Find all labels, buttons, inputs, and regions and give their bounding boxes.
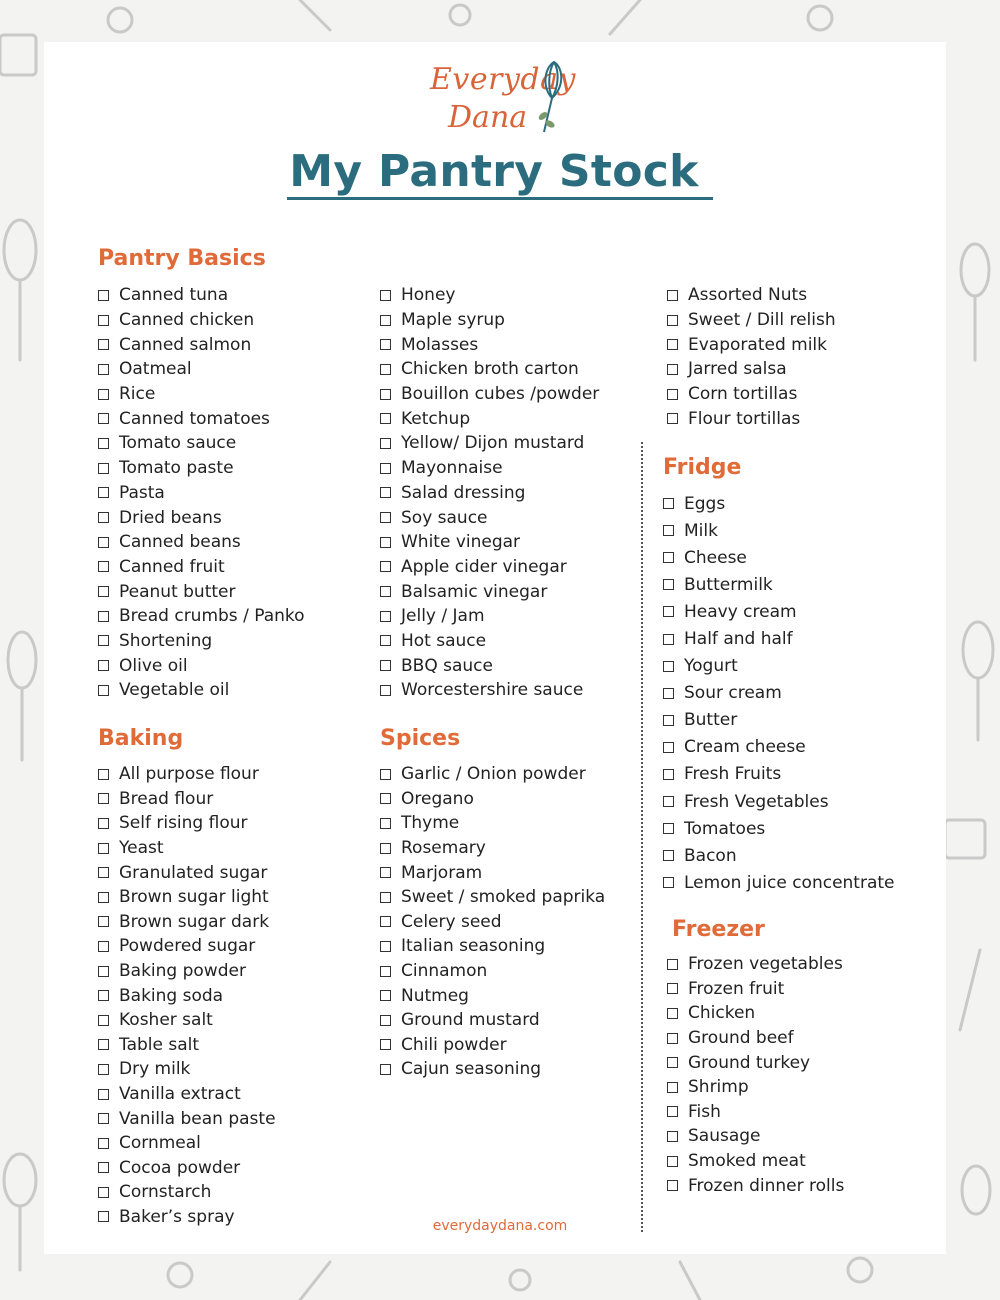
checkbox-icon[interactable] xyxy=(667,1106,678,1117)
checklist-item[interactable]: Chicken xyxy=(667,1001,844,1026)
checklist-item[interactable]: Dry milk xyxy=(98,1057,276,1082)
checkbox-icon[interactable] xyxy=(380,438,391,449)
checkbox-icon[interactable] xyxy=(663,661,674,672)
checklist-item[interactable]: Bread crumbs / Panko xyxy=(98,604,305,629)
checkbox-icon[interactable] xyxy=(98,611,109,622)
checkbox-icon[interactable] xyxy=(663,688,674,699)
checkbox-icon[interactable] xyxy=(663,525,674,536)
checkbox-icon[interactable] xyxy=(98,290,109,301)
checkbox-icon[interactable] xyxy=(380,916,391,927)
checkbox-icon[interactable] xyxy=(667,290,678,301)
logo-word-everyday: Everyday xyxy=(430,62,576,97)
checklist-item[interactable]: Chili powder xyxy=(380,1033,605,1058)
section-heading-baking: Baking xyxy=(98,726,184,751)
checkbox-icon[interactable] xyxy=(667,339,678,350)
checkbox-icon[interactable] xyxy=(380,413,391,424)
checkbox-icon[interactable] xyxy=(667,1156,678,1167)
spices-list xyxy=(380,762,605,1082)
checklist-item[interactable]: Mayonnaise xyxy=(380,456,599,481)
checklist-item[interactable]: Baking soda xyxy=(98,983,276,1008)
checkbox-icon[interactable] xyxy=(98,561,109,572)
checkbox-icon[interactable] xyxy=(663,823,674,834)
checklist-item[interactable]: Bread flour xyxy=(98,787,276,812)
checklist-item[interactable]: Sour cream xyxy=(663,680,895,707)
checkbox-icon[interactable] xyxy=(667,1033,678,1044)
checklist-item[interactable]: Table salt xyxy=(98,1033,276,1058)
checklist-item[interactable]: Shrimp xyxy=(667,1075,844,1100)
checklist-item[interactable]: Tomato paste xyxy=(98,456,305,481)
checkbox-icon[interactable] xyxy=(667,1082,678,1093)
checkbox-icon[interactable] xyxy=(380,941,391,952)
checkbox-icon[interactable] xyxy=(380,537,391,548)
checklist-item[interactable]: Assorted Nuts xyxy=(667,283,836,308)
checklist-item[interactable]: Salad dressing xyxy=(380,481,599,506)
checkbox-icon[interactable] xyxy=(98,1187,109,1198)
checkbox-icon[interactable] xyxy=(98,413,109,424)
checkbox-icon[interactable] xyxy=(667,1180,678,1191)
section-heading-pantry-basics: Pantry Basics xyxy=(98,246,266,271)
checkbox-icon[interactable] xyxy=(98,660,109,671)
checkbox-icon[interactable] xyxy=(98,364,109,375)
column-divider xyxy=(641,442,643,1232)
checklist-item[interactable]: Italian seasoning xyxy=(380,934,605,959)
checkbox-icon[interactable] xyxy=(98,487,109,498)
checklist-item[interactable]: All purpose flour xyxy=(98,762,276,787)
checkbox-icon[interactable] xyxy=(380,843,391,854)
checklist-item[interactable]: Canned tomatoes xyxy=(98,406,305,431)
checkbox-icon[interactable] xyxy=(98,512,109,523)
checklist-item[interactable]: Self rising flour xyxy=(98,811,276,836)
checklist-item[interactable]: Honey xyxy=(380,283,599,308)
checkbox-icon[interactable] xyxy=(663,850,674,861)
checklist-item[interactable]: Brown sugar light xyxy=(98,885,276,910)
checklist-item[interactable]: Worcestershire sauce xyxy=(380,678,599,703)
checkbox-icon[interactable] xyxy=(98,438,109,449)
checkbox-icon[interactable] xyxy=(380,793,391,804)
checkbox-icon[interactable] xyxy=(667,389,678,400)
page-title: My Pantry Stock xyxy=(0,146,1000,197)
checkbox-icon[interactable] xyxy=(380,1064,391,1075)
checklist-item[interactable]: Canned fruit xyxy=(98,555,305,580)
checkbox-icon[interactable] xyxy=(380,1039,391,1050)
checklist-item[interactable]: Flour tortillas xyxy=(667,406,836,431)
checklist-item[interactable]: Yogurt xyxy=(663,653,895,680)
checkbox-icon[interactable] xyxy=(98,1138,109,1149)
checklist-item[interactable]: Cocoa powder xyxy=(98,1156,276,1181)
checkbox-icon[interactable] xyxy=(98,1113,109,1124)
checklist-item[interactable]: Frozen fruit xyxy=(667,977,844,1002)
checkbox-icon[interactable] xyxy=(98,916,109,927)
checkbox-icon[interactable] xyxy=(98,315,109,326)
pantry-list-column-2 xyxy=(380,283,599,703)
checkbox-icon[interactable] xyxy=(380,586,391,597)
footer-website-link[interactable]: everydaydana.com xyxy=(432,1218,568,1234)
checklist-item[interactable]: Cream cheese xyxy=(663,734,895,761)
checklist-item[interactable]: Ketchup xyxy=(380,406,599,431)
checkbox-icon[interactable] xyxy=(380,512,391,523)
checkbox-icon[interactable] xyxy=(663,877,674,888)
checklist-item[interactable]: Vegetable oil xyxy=(98,678,305,703)
checklist-item[interactable]: Bouillon cubes /powder xyxy=(380,382,599,407)
checkbox-icon[interactable] xyxy=(98,339,109,350)
checkbox-icon[interactable] xyxy=(380,561,391,572)
checkbox-icon[interactable] xyxy=(663,715,674,726)
checklist-item[interactable]: Oregano xyxy=(380,787,605,812)
checklist-item[interactable]: Maple syrup xyxy=(380,308,599,333)
checkbox-icon[interactable] xyxy=(667,1131,678,1142)
checkbox-icon[interactable] xyxy=(380,892,391,903)
checklist-item[interactable]: Ground beef xyxy=(667,1026,844,1051)
checkbox-icon[interactable] xyxy=(663,606,674,617)
checklist-item[interactable]: Cinnamon xyxy=(380,959,605,984)
checkbox-icon[interactable] xyxy=(380,769,391,780)
checklist-item[interactable]: Lemon juice concentrate xyxy=(663,869,895,896)
checklist-item[interactable]: Shortening xyxy=(98,629,305,654)
checklist-item[interactable]: Vanilla bean paste xyxy=(98,1106,276,1131)
checklist-item[interactable]: Dried beans xyxy=(98,505,305,530)
checkbox-icon[interactable] xyxy=(98,966,109,977)
checkbox-icon[interactable] xyxy=(98,1015,109,1026)
checklist-item[interactable]: Garlic / Onion powder xyxy=(380,762,605,787)
checklist-item[interactable]: Molasses xyxy=(380,332,599,357)
checklist-item[interactable]: Vanilla extract xyxy=(98,1082,276,1107)
checklist-item[interactable]: Kosher salt xyxy=(98,1008,276,1033)
checklist-item[interactable]: White vinegar xyxy=(380,530,599,555)
checkbox-icon[interactable] xyxy=(98,941,109,952)
checkbox-icon[interactable] xyxy=(663,634,674,645)
checklist-item[interactable]: Evaporated milk xyxy=(667,332,836,357)
checklist-item[interactable]: Olive oil xyxy=(98,653,305,678)
checklist-item[interactable]: Baker’s spray xyxy=(98,1205,276,1230)
pantry-basics-list xyxy=(98,283,305,703)
checklist-item[interactable]: Rice xyxy=(98,382,305,407)
checkbox-icon[interactable] xyxy=(663,498,674,509)
checkbox-icon[interactable] xyxy=(98,586,109,597)
checkbox-icon[interactable] xyxy=(98,635,109,646)
checkbox-icon[interactable] xyxy=(98,818,109,829)
checkbox-icon[interactable] xyxy=(663,552,674,563)
checkbox-icon[interactable] xyxy=(667,959,678,970)
everyday-dana-logo xyxy=(420,58,580,148)
checkbox-icon[interactable] xyxy=(380,966,391,977)
checkbox-icon[interactable] xyxy=(98,843,109,854)
checkbox-icon[interactable] xyxy=(380,364,391,375)
checkbox-icon[interactable] xyxy=(380,660,391,671)
checkbox-icon[interactable] xyxy=(380,1015,391,1026)
checklist-item[interactable]: Celery seed xyxy=(380,910,605,935)
checkbox-icon[interactable] xyxy=(98,685,109,696)
checklist-item[interactable]: Milk xyxy=(663,517,895,544)
checkbox-icon[interactable] xyxy=(667,1057,678,1068)
checkbox-icon[interactable] xyxy=(380,339,391,350)
checkbox-icon[interactable] xyxy=(98,1039,109,1050)
checkbox-icon[interactable] xyxy=(98,1064,109,1075)
checklist-item[interactable]: Ground turkey xyxy=(667,1050,844,1075)
section-heading-freezer: Freezer xyxy=(672,917,765,942)
section-heading-fridge: Fridge xyxy=(663,455,742,480)
pantry-list-column-3 xyxy=(667,283,836,431)
checklist-item[interactable]: Hot sauce xyxy=(380,629,599,654)
checklist-item[interactable]: Granulated sugar xyxy=(98,860,276,885)
checkbox-icon[interactable] xyxy=(667,315,678,326)
checklist-item[interactable]: Frozen dinner rolls xyxy=(667,1173,844,1198)
checklist-item[interactable]: Buttermilk xyxy=(663,571,895,598)
checklist-item[interactable]: Apple cider vinegar xyxy=(380,555,599,580)
checklist-item[interactable]: Baking powder xyxy=(98,959,276,984)
checklist-item[interactable]: Marjoram xyxy=(380,860,605,885)
checklist-item[interactable]: Jarred salsa xyxy=(667,357,836,382)
checkbox-icon[interactable] xyxy=(663,742,674,753)
checklist-item[interactable]: Oatmeal xyxy=(98,357,305,382)
checkbox-icon[interactable] xyxy=(98,389,109,400)
checklist-item[interactable]: Canned salmon xyxy=(98,332,305,357)
checklist-item[interactable]: Canned beans xyxy=(98,530,305,555)
checklist-item[interactable]: Nutmeg xyxy=(380,983,605,1008)
checklist-item[interactable]: Cajun seasoning xyxy=(380,1057,605,1082)
checklist-item[interactable]: Sweet / smoked paprika xyxy=(380,885,605,910)
checklist-item[interactable]: Heavy cream xyxy=(663,598,895,625)
checklist-item[interactable]: Bacon xyxy=(663,842,895,869)
checklist-item[interactable]: Balsamic vinegar xyxy=(380,579,599,604)
checklist-item[interactable]: Tomatoes xyxy=(663,815,895,842)
checkbox-icon[interactable] xyxy=(98,990,109,1001)
checklist-item[interactable]: Cornmeal xyxy=(98,1131,276,1156)
checkbox-icon[interactable] xyxy=(667,1008,678,1019)
checklist-item[interactable]: Pasta xyxy=(98,481,305,506)
checkbox-icon[interactable] xyxy=(663,579,674,590)
checklist-item[interactable]: Yellow/ Dijon mustard xyxy=(380,431,599,456)
checkbox-icon[interactable] xyxy=(380,990,391,1001)
checklist-item[interactable]: Sausage xyxy=(667,1124,844,1149)
checkbox-icon[interactable] xyxy=(380,635,391,646)
checkbox-icon[interactable] xyxy=(663,796,674,807)
checklist-item[interactable]: Frozen vegetables xyxy=(667,952,844,977)
checkbox-icon[interactable] xyxy=(98,892,109,903)
checkbox-icon[interactable] xyxy=(98,463,109,474)
checkbox-icon[interactable] xyxy=(380,867,391,878)
checklist-item[interactable]: Soy sauce xyxy=(380,505,599,530)
checkbox-icon[interactable] xyxy=(380,463,391,474)
checkbox-icon[interactable] xyxy=(380,389,391,400)
checklist-item[interactable]: Brown sugar dark xyxy=(98,910,276,935)
checklist-item[interactable]: Thyme xyxy=(380,811,605,836)
checklist-item[interactable]: BBQ sauce xyxy=(380,653,599,678)
fridge-list xyxy=(663,490,895,896)
checklist-item[interactable]: Ground mustard xyxy=(380,1008,605,1033)
checklist-item[interactable]: Sweet / Dill relish xyxy=(667,308,836,333)
checkbox-icon[interactable] xyxy=(98,537,109,548)
checkbox-icon[interactable] xyxy=(667,983,678,994)
checkbox-icon[interactable] xyxy=(380,818,391,829)
checklist-item[interactable]: Powdered sugar xyxy=(98,934,276,959)
checkbox-icon[interactable] xyxy=(380,290,391,301)
checklist-item[interactable]: Fresh Fruits xyxy=(663,761,895,788)
checklist-item[interactable]: Butter xyxy=(663,707,895,734)
section-heading-spices: Spices xyxy=(380,726,461,751)
checkbox-icon[interactable] xyxy=(380,611,391,622)
checklist-item[interactable]: Jelly / Jam xyxy=(380,604,599,629)
checkbox-icon[interactable] xyxy=(98,769,109,780)
checklist-item[interactable]: Fish xyxy=(667,1100,844,1125)
checklist-item[interactable]: Fresh Vegetables xyxy=(663,788,895,815)
checklist-item[interactable]: Rosemary xyxy=(380,836,605,861)
checkbox-icon[interactable] xyxy=(98,867,109,878)
checklist-item[interactable]: Cheese xyxy=(663,544,895,571)
checklist-item[interactable]: Eggs xyxy=(663,490,895,517)
checklist-item[interactable]: Peanut butter xyxy=(98,579,305,604)
checklist-item[interactable]: Chicken broth carton xyxy=(380,357,599,382)
freezer-list xyxy=(667,952,844,1198)
checklist-item[interactable]: Half and half xyxy=(663,625,895,652)
baking-list xyxy=(98,762,276,1229)
checklist-item[interactable]: Corn tortillas xyxy=(667,382,836,407)
checklist-item[interactable]: Smoked meat xyxy=(667,1149,844,1174)
checklist-item[interactable]: Cornstarch xyxy=(98,1180,276,1205)
checkbox-icon[interactable] xyxy=(98,793,109,804)
checkbox-icon[interactable] xyxy=(380,487,391,498)
checklist-item[interactable]: Canned chicken xyxy=(98,308,305,333)
checklist-item[interactable]: Tomato sauce xyxy=(98,431,305,456)
logo-word-dana: Dana xyxy=(448,100,528,135)
checklist-item[interactable]: Canned tuna xyxy=(98,283,305,308)
whisk-icon xyxy=(534,58,570,138)
checkbox-icon[interactable] xyxy=(663,769,674,780)
checkbox-icon[interactable] xyxy=(380,315,391,326)
checkbox-icon[interactable] xyxy=(98,1162,109,1173)
checkbox-icon[interactable] xyxy=(667,413,678,424)
checklist-item[interactable]: Yeast xyxy=(98,836,276,861)
checkbox-icon[interactable] xyxy=(380,685,391,696)
checkbox-icon[interactable] xyxy=(98,1089,109,1100)
checkbox-icon[interactable] xyxy=(667,364,678,375)
